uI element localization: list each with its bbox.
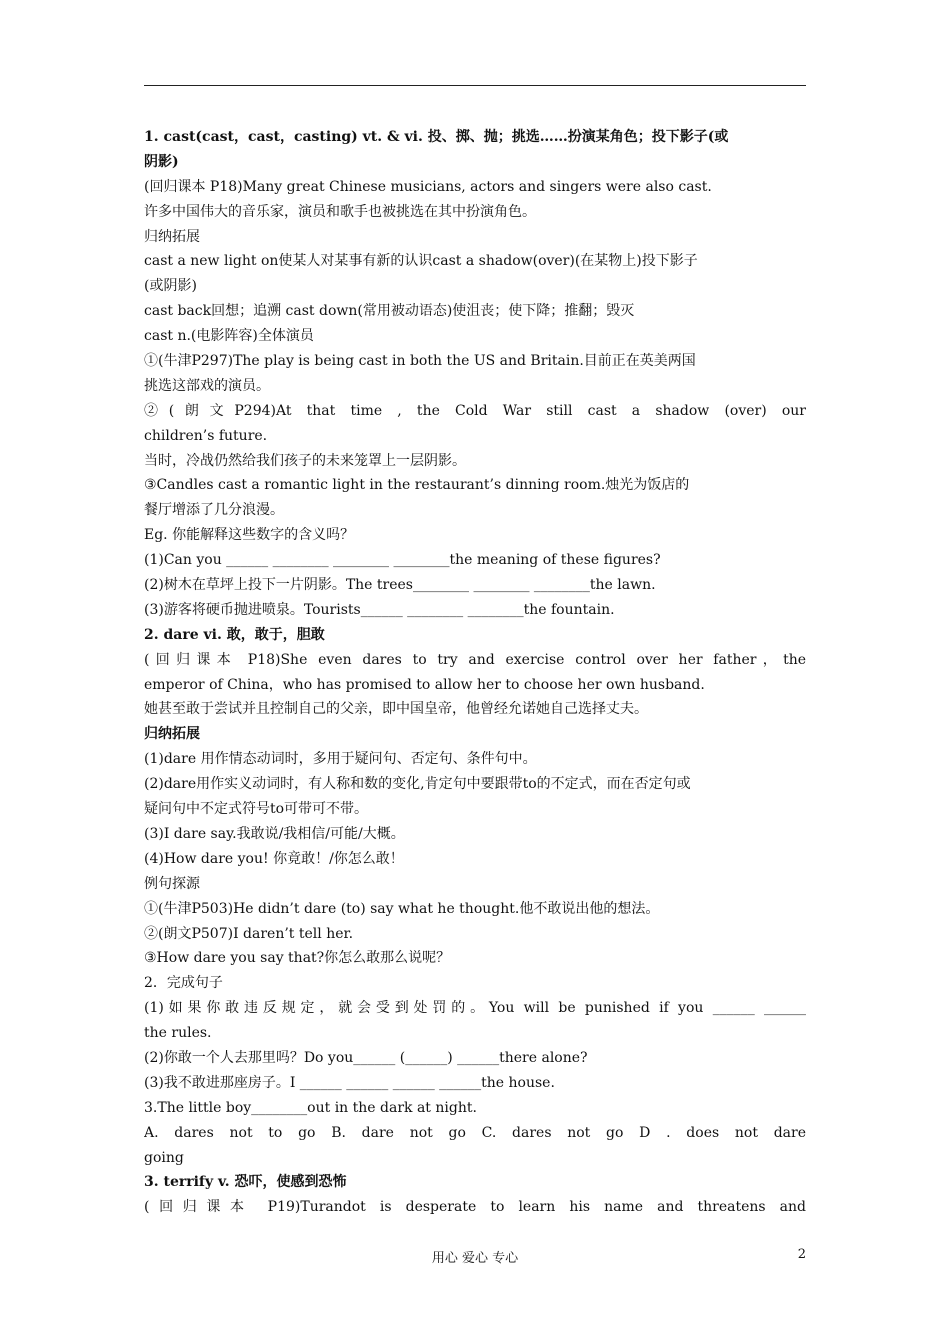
text-line: (3)我不敢进那座房子。I ______ ______ ______ ______the house.	[144, 1074, 555, 1091]
text-line: (1)Can you ______ ________ ________ ________the meaning of these figures?	[144, 552, 661, 569]
footer-text: 用心 爱心 专心	[431, 1251, 519, 1266]
text-line: 挑选这部戏的演员。	[144, 377, 270, 394]
text-line: cast n.(电影阵容)全体演员	[144, 328, 314, 345]
header-rule	[144, 85, 806, 86]
text-line: (2)你敢一个人去那里吗？Do you______ (______) ______there alone?	[144, 1049, 588, 1066]
text-line: ②(朗文P294)At that time , the Cold War still cast a shadow (over) our	[144, 402, 806, 419]
text-line: 3.The little boy________out in the dark at night.	[144, 1099, 477, 1116]
text-line: 2. dare vi. 敢，敢于，胆敢	[144, 626, 325, 643]
text-line: cast back回想；追溯 cast down(常用被动语态)使沮丧；使下降；推翻；毁灭	[144, 303, 635, 320]
text-line: 1. cast(cast，cast，casting) vt. & vi. 投、掷、抛；挑选……扮演某角色；投下影子(或	[144, 129, 729, 145]
text-line: 例句探源	[144, 875, 200, 892]
text-line: emperor of China，who has promised to allow her to choose her own husband.	[144, 676, 705, 693]
page-number: 2	[797, 1247, 806, 1262]
text-line: the rules.	[144, 1025, 212, 1042]
text-line: ②(朗文P507)I daren’t tell her.	[144, 925, 354, 942]
text-line: 归纳拓展	[144, 228, 200, 245]
text-line: (3)I dare say.我敢说/我相信/可能/大概。	[144, 825, 405, 842]
text-line: (回归课本 P19)Turandot is desperate to learn his name and threatens and	[144, 1199, 806, 1216]
text-line: ①(牛津P503)He didn’t dare (to) say what he thought.他不敢说出他的想法。	[144, 900, 660, 917]
page-footer	[144, 1247, 806, 1267]
text-line: cast a new light on使某人对某事有新的认识cast a shadow(over)(在某物上)投下影子	[144, 253, 698, 270]
text-line: 餐厅增添了几分浪漫。	[144, 502, 284, 519]
text-line: ③How dare you say that?你怎么敢那么说呢？	[144, 950, 451, 967]
text-line: (2)dare用作实义动词时，有人称和数的变化,肯定句中要跟带to的不定式，而在否定句或	[144, 776, 691, 793]
text-line: 许多中国伟大的音乐家，演员和歌手也被挑选在其中扮演角色。	[144, 203, 536, 220]
text-line: ①(牛津P297)The play is being cast in both the US and Britain.目前正在英美两国	[144, 353, 696, 370]
text-line: (1)dare 用作情态动词时，多用于疑问句、否定句、条件句中。	[144, 751, 537, 768]
text-line: 当时，冷战仍然给我们孩子的未来笼罩上一层阴影。	[144, 452, 466, 469]
text-line: Eg. 你能解释这些数字的含义吗？	[144, 527, 355, 544]
text-line: 疑问句中不定式符号to可带可不带。	[144, 801, 369, 818]
text-line: (3)游客将硬币抛进喷泉。Tourists______ ________ ________the fountain.	[144, 601, 615, 618]
text-line: (4)How dare you! 你竟敢！/你怎么敢！	[144, 850, 404, 867]
text-line: (或阴影)	[144, 278, 197, 295]
text-line: (回归课本 P18)Many great Chinese musicians, actors and singers were also cast.	[144, 178, 712, 195]
text-line: 她甚至敢于尝试并且控制自己的父亲，即中国皇帝，他曾经允诺她自己选择丈夫。	[144, 701, 648, 718]
text-line: 3. terrify v. 恐吓，使感到恐怖	[144, 1174, 347, 1191]
text-line: 归纳拓展	[144, 726, 200, 743]
text-line: (回归课本 P18)She even dares to try and exercise control over her father，the	[144, 651, 806, 668]
text-line: (2)树木在草坪上投下一片阴影。The trees________ ________ ________the lawn.	[144, 577, 656, 594]
text-line: 阴影)	[144, 153, 179, 170]
text-line: children’s future.	[144, 427, 268, 444]
text-line: A. dares not to go B. dare not go C. dares not go D . does not dare	[144, 1124, 806, 1141]
text-line: (1)如果你敢违反规定，就会受到处罚的。You will be punished if you ______ ______	[144, 1000, 806, 1017]
document-body	[144, 125, 806, 1220]
text-line: ③Candles cast a romantic light in the restaurant’s dinning room.烛光为饭店的	[144, 477, 690, 494]
text-line: 2．完成句子	[144, 975, 223, 992]
text-line: going	[144, 1149, 184, 1166]
